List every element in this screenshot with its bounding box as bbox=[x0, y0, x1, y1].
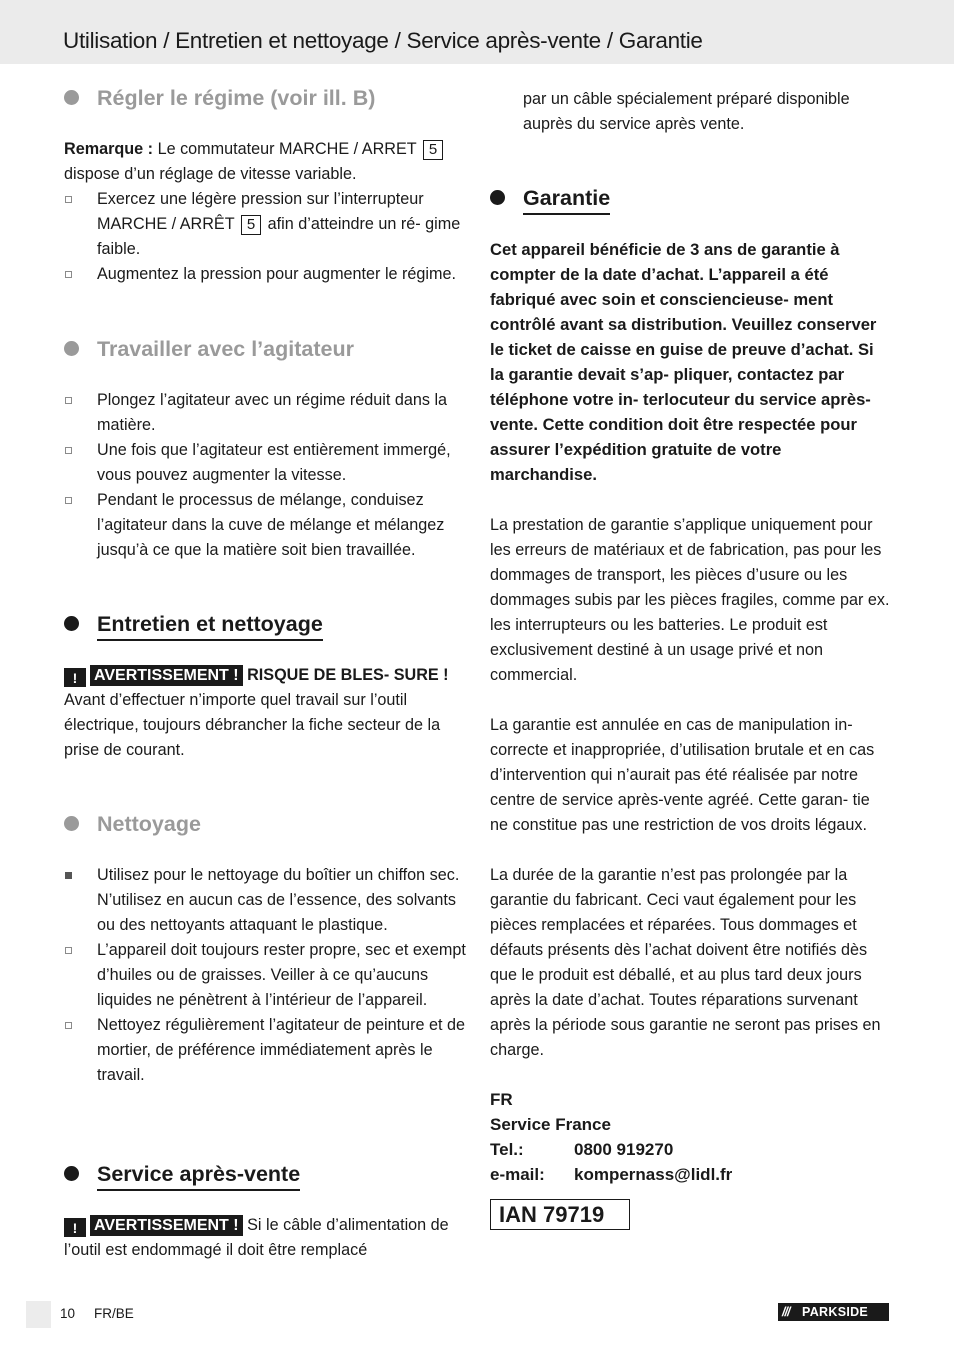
ian-box: IAN 79719 bbox=[490, 1199, 630, 1230]
email-label: e-mail: bbox=[490, 1165, 545, 1184]
bullet-dot-icon bbox=[64, 1166, 79, 1181]
warning-text: Si le câble d’alimentation de l’outil est endommagé il doit être remplacé bbox=[64, 1216, 449, 1259]
remark-text-2: dispose d’un réglage de vitesse variable. bbox=[64, 165, 357, 183]
bullet-dot-icon bbox=[64, 816, 79, 831]
heading-regler-text: Régler le régime (voir ill. B) bbox=[97, 86, 376, 110]
list-item-text: Exercez une légère pression sur l’interrupteur MARCHE / ARRÊT bbox=[97, 190, 424, 233]
warning-label: AVERTISSEMENT ! bbox=[90, 1215, 243, 1236]
list-item bbox=[64, 488, 466, 563]
heading-service-text: Service après-vente bbox=[97, 1160, 300, 1191]
footer-tab bbox=[26, 1301, 51, 1328]
list-item-text: afin d’atteindre un ré- gime faible. bbox=[97, 215, 461, 258]
page-number: 10 bbox=[60, 1306, 76, 1321]
remark-text: Le commutateur MARCHE / ARRET bbox=[157, 140, 417, 158]
bullet-dot-icon bbox=[490, 190, 505, 205]
travailler-list bbox=[64, 388, 466, 563]
list-item-text: Utilisez pour le nettoyage du boîtier un chiffon sec. N’utilisez en aucun cas de l’essence, des solvants ou des nettoyants attaquant le plastique. bbox=[97, 866, 460, 934]
list-item-text: Une fois que l’agitateur est entièrement immergé, vous pouvez augmenter la vitesse. bbox=[97, 441, 451, 484]
garantie-paragraph-1: La prestation de garantie s’applique uniquement pour les erreurs de matériaux et de fabrication, pas pour les dommages de transport, les pièces d’usure ou les dommages subis par les pièces fragiles, comme par ex. les interrupteurs ou les batteries. Le produit est exclusivement destiné à un usage privé et non commercial. bbox=[490, 516, 890, 684]
bullet-dot-icon bbox=[64, 616, 79, 631]
list-item bbox=[64, 388, 466, 438]
garantie-paragraph-3: La durée de la garantie n’est pas prolongée par la garantie du fabricant. Ceci vaut également pour les pièces remplacées et réparées. Tous dommages et défauts présents dès l’achat doivent être notifiés dès que le produit est déballé, et au plus tard deux jours après la date d’achat. Toutes réparations survenant après la période sous garantie ne seront pas prises en charge. bbox=[490, 866, 881, 1059]
list-item-text: Nettoyez régulièrement l’agitateur de peinture et de mortier, de préférence immédiatement après le travail. bbox=[97, 1016, 466, 1084]
list-item-text: Pendant le processus de mélange, conduisez l’agitateur dans la cuve de mélange et mélangez jusqu’à ce que la matière soit bien travaillée. bbox=[97, 491, 445, 559]
checkbox-bullet-icon bbox=[65, 447, 72, 454]
service-continued: par un câble spécialement préparé disponible auprès du service après vente. bbox=[523, 90, 850, 133]
bullet-dot-icon bbox=[64, 341, 79, 356]
contact-country bbox=[490, 1087, 892, 1112]
checkbox-bullet-icon bbox=[65, 1022, 72, 1029]
list-item bbox=[64, 863, 466, 938]
ref-badge: 5 bbox=[241, 215, 261, 235]
ref-badge: 5 bbox=[423, 140, 443, 160]
contact-service-text: Service France bbox=[490, 1115, 611, 1134]
list-item bbox=[64, 1013, 466, 1088]
list-item bbox=[64, 187, 466, 262]
page-title: Utilisation / Entretien et nettoyage / Service après-vente / Garantie bbox=[63, 28, 703, 53]
list-item bbox=[64, 938, 466, 1013]
warning-label: AVERTISSEMENT ! bbox=[90, 665, 243, 686]
tel-label: Tel.: bbox=[490, 1140, 524, 1159]
checkbox-bullet-icon bbox=[65, 271, 72, 278]
list-item bbox=[64, 438, 466, 488]
warning-triangle-icon: ! bbox=[64, 1218, 86, 1237]
logo-slashes: /// bbox=[782, 1305, 790, 1319]
service-warning bbox=[64, 1213, 466, 1263]
remark-paragraph bbox=[64, 137, 466, 187]
contact-email bbox=[490, 1162, 892, 1187]
garantie-paragraph-2: La garantie est annulée en cas de manipulation in- correcte et inappropriée, d’utilisation brutale et en cas d’intervention qui n’aurait pas été réalisée par notre centre de service après-vente agréé. Cette garan- tie ne constitue pas une restriction de vos droits légaux. bbox=[490, 716, 875, 834]
garantie-bold-paragraph: Cet appareil bénéficie de 3 ans de garantie à compter de la date d’achat. L’appareil a été fabriqué avec soin et consciencieuse- ment contrôlé avant sa distribution. Veuillez conserver le ticket de caisse en guise de preuve d’achat. Si la garantie devait s’ap- pliquer, contactez par téléphone votre in- terlocuteur du service après-vente. Cette condition doit être respectée pour assurer l’expédition gratuite de votre marchandise. bbox=[490, 240, 877, 484]
contact-service bbox=[490, 1112, 892, 1137]
parkside-logo bbox=[778, 1303, 889, 1321]
list-item-text: L’appareil doit toujours rester propre, sec et exempt d’huiles ou de graisses. Veiller à ce qu’aucuns liquides ne pénètrent à l’intérieur de l’appareil. bbox=[97, 941, 466, 1009]
language-code: FR/BE bbox=[94, 1306, 134, 1321]
list-item bbox=[64, 262, 466, 287]
checkbox-bullet-icon bbox=[65, 947, 72, 954]
nettoyage-list bbox=[64, 863, 466, 1088]
checkbox-bullet-icon bbox=[65, 497, 72, 504]
heading-nettoyage-text: Nettoyage bbox=[97, 812, 201, 836]
heading-garantie-text: Garantie bbox=[523, 184, 610, 215]
logo-brand: PARKSIDE bbox=[802, 1305, 869, 1319]
tel-value: 0800 919270 bbox=[574, 1140, 674, 1159]
square-bullet-icon bbox=[65, 872, 72, 879]
contact-block bbox=[490, 1087, 892, 1187]
warning-triangle-icon: ! bbox=[64, 668, 86, 687]
heading-travailler-text: Travailler avec l’agitateur bbox=[97, 337, 354, 361]
email-value: kompernass@lidl.fr bbox=[574, 1165, 733, 1184]
contact-tel bbox=[490, 1137, 892, 1162]
list-item-text: Augmentez la pression pour augmenter le régime. bbox=[97, 265, 457, 283]
checkbox-bullet-icon bbox=[65, 196, 72, 203]
remark-label: Remarque : bbox=[64, 140, 154, 158]
list-item-text: Plongez l’agitateur avec un régime réduit dans la matière. bbox=[97, 391, 448, 434]
contact-country-text: FR bbox=[490, 1090, 513, 1109]
bullet-dot-icon bbox=[64, 90, 79, 105]
entretien-warning bbox=[64, 663, 466, 763]
regler-list bbox=[64, 187, 466, 287]
warning-text: Avant d’effectuer n’importe quel travail sur l’outil électrique, toujours débrancher la fiche secteur de la prise de courant. bbox=[64, 691, 441, 759]
checkbox-bullet-icon bbox=[65, 397, 72, 404]
heading-entretien-text: Entretien et nettoyage bbox=[97, 610, 323, 641]
warning-bold-text: RISQUE DE BLES- SURE ! bbox=[247, 666, 449, 684]
